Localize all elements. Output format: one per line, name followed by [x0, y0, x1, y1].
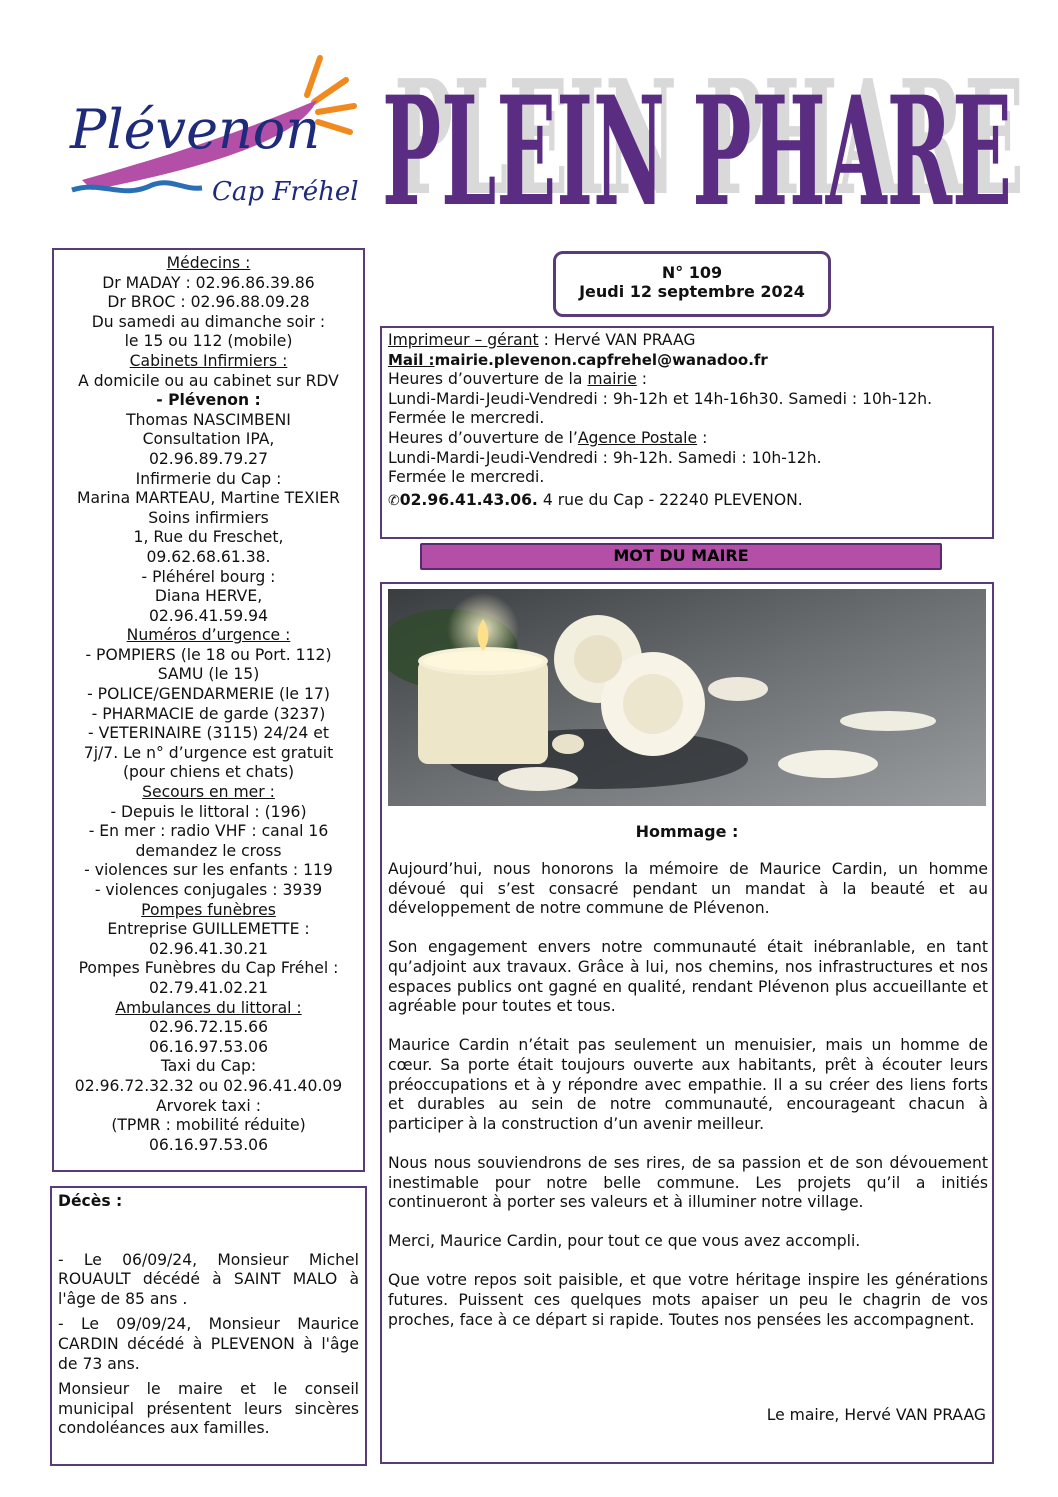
info-line: 1, Rue du Freschet,	[133, 528, 284, 547]
info-line: - violences conjugales : 3939	[94, 881, 323, 899]
info-line: Soins infirmiers	[148, 508, 269, 527]
deces-title: Décès :	[58, 1192, 123, 1210]
info-line: - Plévenon :	[156, 391, 261, 410]
info-line: Dr BROC : 02.96.88.09.28	[107, 293, 310, 312]
info-line: SAMU (le 15)	[157, 665, 260, 684]
info-line: Numéros d’urgence :	[126, 626, 291, 645]
article-body	[388, 860, 988, 1350]
info-line: - Depuis le littoral : (196)	[110, 802, 307, 821]
article-signature: Le maire, Hervé VAN PRAAG	[766, 1406, 986, 1424]
masthead-shadow: PLEIN PHARE	[394, 46, 1024, 231]
poste-hours-heading: Heures d’ouverture de l’Agence Postale :	[388, 428, 708, 447]
info-line: - POLICE/GENDARMERIE (le 17)	[87, 685, 330, 704]
deces-entry: - Le 09/09/24, Monsieur Maurice CARDIN décédé à PLEVENON à l'âge de 73 ans.	[58, 1315, 359, 1373]
mairie-hours: Lundi-Mardi-Jeudi-Vendredi : 9h-12h et 14h-16h30. Samedi : 10h-12h.	[388, 389, 933, 408]
info-line: Entreprise GUILLEMETTE :	[107, 920, 310, 939]
info-line: Diana HERVE,	[154, 587, 263, 606]
deces-closing: Monsieur le maire et le conseil municipal présentent leurs sincères condoléances aux familles.	[58, 1380, 359, 1438]
practical-info-box	[52, 248, 365, 1172]
info-line: 02.96.89.79.27	[148, 449, 269, 468]
poste-hours: Lundi-Mardi-Jeudi-Vendredi : 9h-12h. Samedi : 10h-12h.	[388, 448, 822, 467]
info-line: Cabinets Infirmiers :	[129, 351, 288, 370]
mail-link[interactable]: mairie.plevenon.capfrehel@wanadoo.fr	[434, 350, 768, 369]
info-line: Du samedi au dimanche soir :	[91, 312, 326, 331]
info-line: Arvorek taxi :	[156, 1096, 261, 1115]
info-line: 02.79.41.02.21	[148, 978, 269, 997]
article-paragraph: Maurice Cardin n’était pas seulement un menuisier, mais un homme de cœur. Sa porte était toujours ouverte aux habitants, prêt à écouter leurs préoccupations et à y répondre avec empathie. Il a su créer des liens forts et durables au sein de notre communauté, encourageant chacun à participer à la construction d’un avenir meilleur.	[388, 1036, 988, 1133]
info-line: 02.96.41.30.21	[148, 939, 269, 958]
candle-roses-photo	[388, 589, 986, 806]
article-paragraph: Que votre repos soit paisible, et que votre héritage inspire les générations futures. Puissent ces quelques mots apaiser un peu le chagrin de vos proches, face à ce départ si rapide. Toutes nos pensées les accompagnent.	[388, 1271, 988, 1329]
info-line: demandez le cross	[135, 841, 282, 860]
phone-icon: ✆	[388, 492, 400, 509]
info-line: Pompes Funèbres du Cap Fréhel :	[78, 959, 339, 978]
issue-date: Jeudi 12 septembre 2024	[579, 282, 805, 301]
info-line: le 15 ou 112 (mobile)	[124, 332, 293, 351]
info-line: A domicile ou au cabinet sur RDV	[78, 371, 339, 390]
mail-line: Mail :mairie.plevenon.capfrehel@wanadoo.fr	[388, 350, 768, 369]
printer-line: Imprimeur – gérant : Hervé VAN PRAAG	[388, 331, 696, 349]
deces-entry: - Le 06/09/24, Monsieur Michel ROUAULT décédé à SAINT MALO à l'âge de 85 ans .	[58, 1250, 359, 1308]
logo-subtitle: Cap Fréhel	[212, 177, 359, 207]
info-line: 02.96.72.32.32 ou 02.96.41.40.09	[74, 1076, 343, 1095]
info-line: Dr MADAY : 02.96.86.39.86	[102, 273, 315, 292]
info-line: Thomas NASCIMBENI	[126, 410, 291, 429]
article-paragraph: Aujourd’hui, nous honorons la mémoire de Maurice Cardin, un homme dévoué qui s’est consacré pendant un mandat à la beauté et au développement de notre commune de Plévenon.	[388, 860, 988, 918]
info-line: - VETERINAIRE (3115) 24/24 et	[88, 724, 329, 743]
info-line: - violences sur les enfants : 119	[84, 861, 333, 880]
info-line: Secours en mer :	[142, 783, 275, 802]
poste-closed: Fermée le mercredi.	[388, 468, 545, 487]
info-line: 06.16.97.53.06	[148, 1135, 269, 1154]
info-line: - PHARMACIE de garde (3237)	[91, 704, 326, 723]
info-line: - POMPIERS (le 18 ou Port. 112)	[85, 645, 332, 664]
issue-number: N° 109	[661, 263, 723, 282]
info-line: Pompes funèbres	[141, 900, 276, 919]
info-line: Médecins :	[166, 254, 251, 272]
issue-box	[553, 251, 831, 317]
info-line: - En mer : radio VHF : canal 16	[88, 822, 329, 841]
info-line: Marina MARTEAU, Martine TEXIER	[77, 489, 340, 508]
info-line: Consultation IPA,	[142, 430, 275, 449]
section-title: MOT DU MAIRE	[613, 546, 749, 565]
mairie-closed: Fermée le mercredi.	[388, 409, 545, 428]
info-line: 06.16.97.53.06	[148, 1037, 269, 1056]
info-line: 02.96.72.15.66	[148, 1018, 269, 1037]
article-paragraph: Son engagement envers notre communauté était inébranlable, en tant qu’adjoint aux travaux. Grâce à lui, nos chemins, nos infrastructures et nos espaces publics ont gagné en qualité, rendant Plévenon plus accueillante et agréable pour toutes et tous.	[388, 938, 988, 1016]
info-line: Infirmerie du Cap :	[135, 469, 282, 488]
article-paragraph: Merci, Maurice Cardin, pour tout ce que vous avez accompli.	[388, 1232, 861, 1251]
masthead-title: PLEIN PHARE	[382, 64, 1012, 234]
article-paragraph: Nous nous souviendrons de ses rires, de sa passion et de son dévouement inestimable pour notre belle commune. Les projets qu’il a initiés continueront à porter ses valeurs et à illuminer notre village.	[388, 1153, 988, 1212]
masthead	[372, 14, 1032, 234]
info-line: (pour chiens et chats)	[122, 763, 295, 782]
article-title: Hommage :	[635, 822, 739, 841]
info-line: - Pléhérel bourg :	[141, 567, 276, 586]
info-line: 09.62.68.61.38.	[146, 547, 271, 566]
info-line: Ambulances du littoral :	[115, 998, 302, 1017]
contact-box	[380, 326, 994, 539]
info-line: (TPMR : mobilité réduite)	[111, 1116, 306, 1135]
phone-line: ✆02.96.41.43.06. 4 rue du Cap - 22240 PLEVENON.	[388, 490, 803, 509]
info-line: Taxi du Cap:	[160, 1057, 257, 1076]
info-line: 7j/7. Le n° d’urgence est gratuit	[83, 743, 334, 762]
deces-box	[50, 1186, 367, 1466]
logo-name: Plévenon	[70, 98, 321, 161]
mairie-hours-heading: Heures d’ouverture de la mairie :	[388, 370, 648, 389]
plevenon-logo	[62, 40, 362, 220]
info-line: 02.96.41.59.94	[148, 606, 269, 625]
